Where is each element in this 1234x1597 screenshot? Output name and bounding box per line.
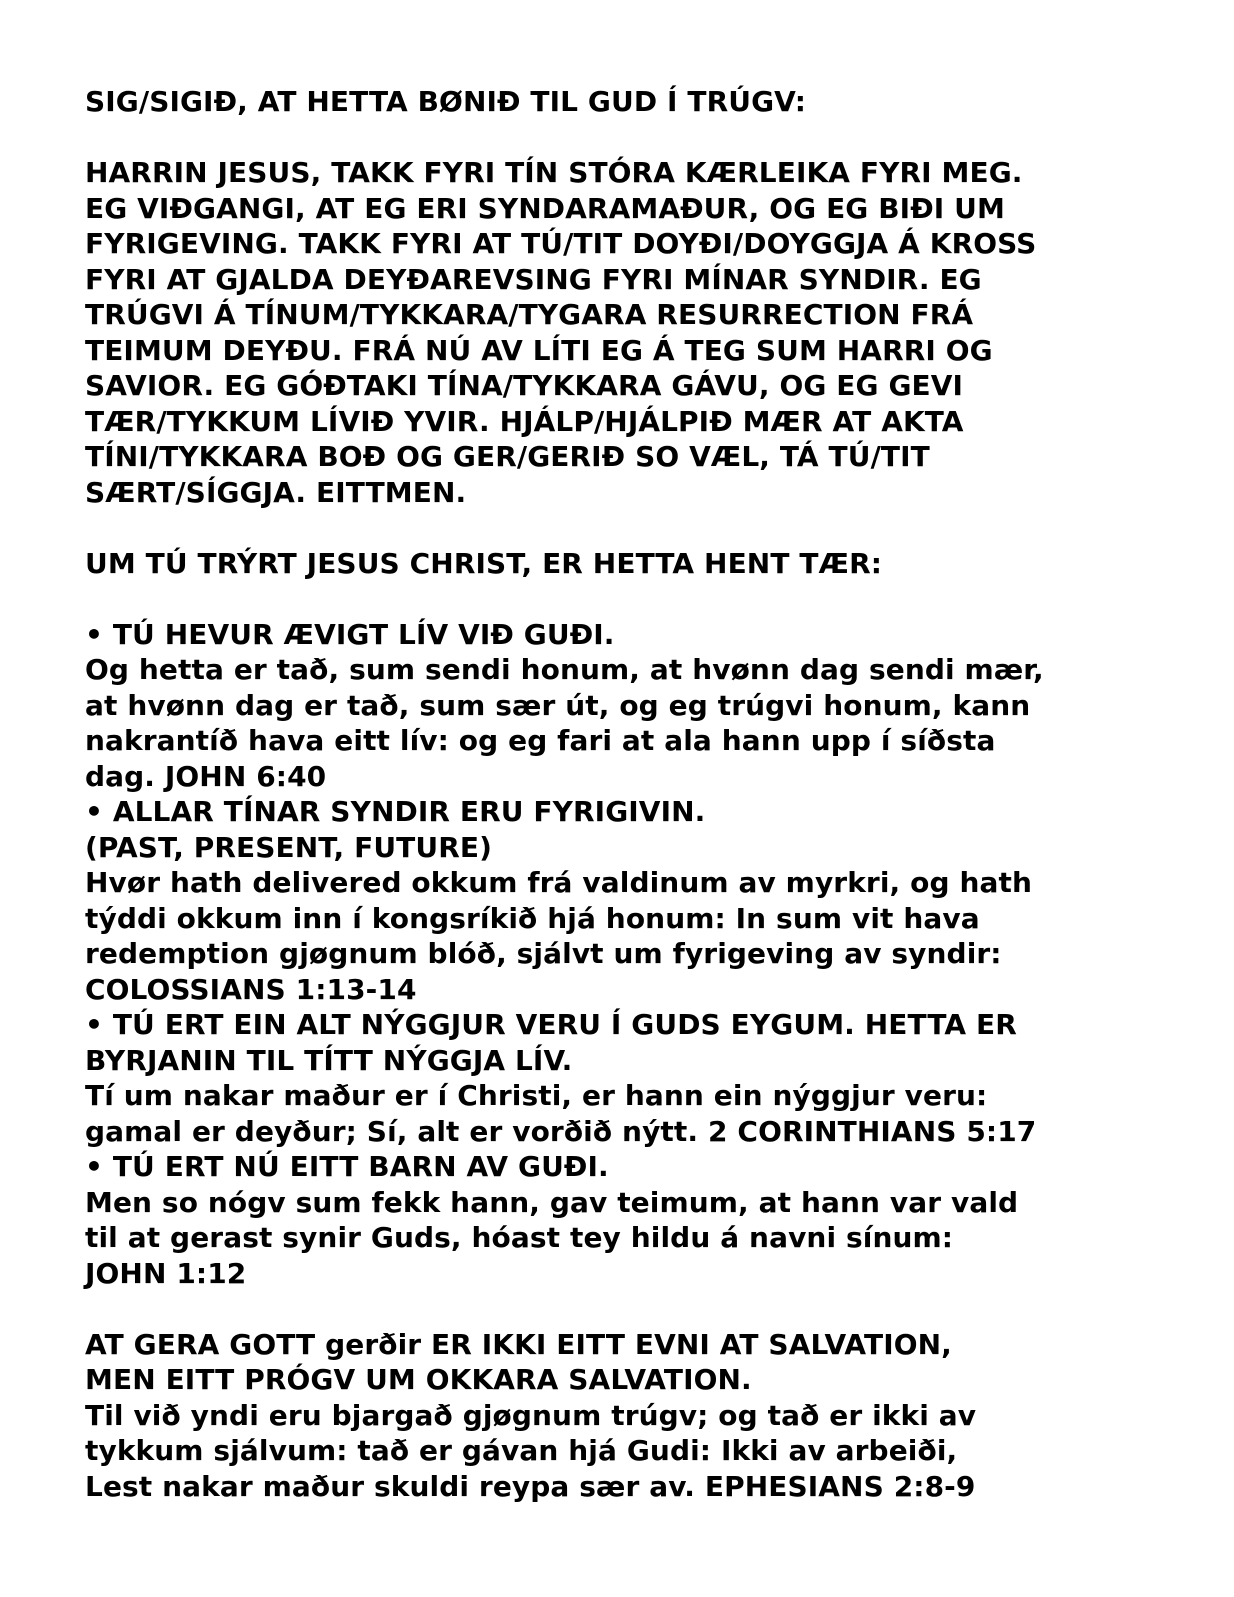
closing-paragraph [85,1327,1175,1505]
prayer-line: FYRIGEVING. TAKK FYRI AT TÚ/TIT DOYÐI/DOYGGJA Á KROSS [85,227,1037,260]
prayer-line: EG VIÐGANGI, AT EG ERI SYNDARAMAÐUR, OG EG BIÐI UM [85,191,1005,225]
benefit-line: Tí um nakar maður er í Christi, er hann ein nýggjur veru: [85,1079,988,1112]
spacer [85,1291,1175,1327]
spacer [85,510,1175,546]
benefit-line: Hvør hath delivered okkum frá valdinum av myrkri, og hath [85,866,1032,899]
closing-line: AT GERA GOTT gerðir ER IKKI EITT EVNI AT SALVATION, [85,1327,952,1361]
prayer-paragraph [85,155,1175,510]
benefit-line: týddi okkum inn í kongsríkið hjá honum: In sum vit hava [85,901,980,935]
benefit-line: Og hetta er tað, sum sendi honum, at hvønn dag sendi mær, [85,653,1044,686]
prayer-line: TÍNI/TYKKARA BOÐ OG GER/GERIÐ SO VÆL, TÁ TÚ/TIT [85,440,930,473]
benefit-line: JOHN 1:12 [85,1256,247,1290]
document-page [85,84,1175,1504]
benefit-line: • TÚ HEVUR ÆVIGT LÍV VIÐ GUÐI. [85,617,615,651]
prayer-line: TÆR/TYKKUM LÍVIÐ YVIR. HJÁLP/HJÁLPIÐ MÆR AT AKTA [85,404,964,438]
benefit-line: • TÚ ERT EIN ALT NÝGGJUR VERU Í GUDS EYGUM. HETTA ER [85,1008,1017,1041]
benefit-line: BYRJANIN TIL TÍTT NÝGGJA LÍV. [85,1043,573,1077]
closing-line: tykkum sjálvum: tað er gávan hjá Gudi: Ikki av arbeiði, [85,1434,958,1467]
spacer [85,120,1175,156]
closing-line: Til við yndi eru bjargað gjøgnum trúgv; og tað er ikki av [85,1398,977,1432]
benefit-line: (PAST, PRESENT, FUTURE) [85,830,492,864]
closing-line: Lest nakar maður skuldi reypa sær av. EPHESIANS 2:8-9 [85,1469,976,1503]
benefit-line: til at gerast synir Guds, hóast tey hildu á navni sínum: [85,1221,954,1254]
benefit-line: at hvønn dag er tað, sum sær út, og eg trúgvi honum, kann [85,688,1031,722]
prayer-line: SÆRT/SÍGGJA. EITTMEN. [85,475,467,509]
benefit-line: • TÚ ERT NÚ EITT BARN AV GUÐI. [85,1150,609,1183]
benefit-line: • ALLAR TÍNAR SYNDIR ERU FYRIGIVIN. [85,795,706,828]
page-heading: SIG/SIGIÐ, AT HETTA BØNIÐ TIL GUD Í TRÚGV: [85,85,806,118]
spacer [85,581,1175,617]
closing-line: MEN EITT PRÓGV UM OKKARA SALVATION. [85,1363,752,1396]
benefit-line: dag. JOHN 6:40 [85,759,327,793]
prayer-line: HARRIN JESUS, TAKK FYRI TÍN STÓRA KÆRLEIKA FYRI MEG. [85,156,1023,189]
benefit-line: redemption gjøgnum blóð, sjálvt um fyrigeving av syndir: [85,937,1002,970]
prayer-line: FYRI AT GJALDA DEYÐAREVSING FYRI MÍNAR SYNDIR. EG [85,262,982,296]
benefits-list [85,617,1175,1292]
prayer-line: SAVIOR. EG GÓÐTAKI TÍNA/TYKKARA GÁVU, OG EG GEVI [85,369,964,402]
prayer-line: TRÚGVI Á TÍNUM/TYKKARA/TYGARA RESURRECTION FRÁ [85,298,974,331]
benefit-line: Men so nógv sum fekk hann, gav teimum, at hann var vald [85,1185,1019,1219]
prayer-line: TEIMUM DEYÐU. FRÁ NÚ AV LÍTI EG Á TEG SUM HARRI OG [85,333,993,367]
benefit-line: COLOSSIANS 1:13-14 [85,972,417,1006]
benefit-line: nakrantíð hava eitt lív: og eg fari at ala hann upp í síðsta [85,724,996,757]
benefit-line: gamal er deyður; Sí, alt er vorðið nýtt. 2 CORINTHIANS 5:17 [85,1114,1037,1148]
trust-heading: UM TÚ TRÝRT JESUS CHRIST, ER HETTA HENT TÆR: [85,546,883,580]
